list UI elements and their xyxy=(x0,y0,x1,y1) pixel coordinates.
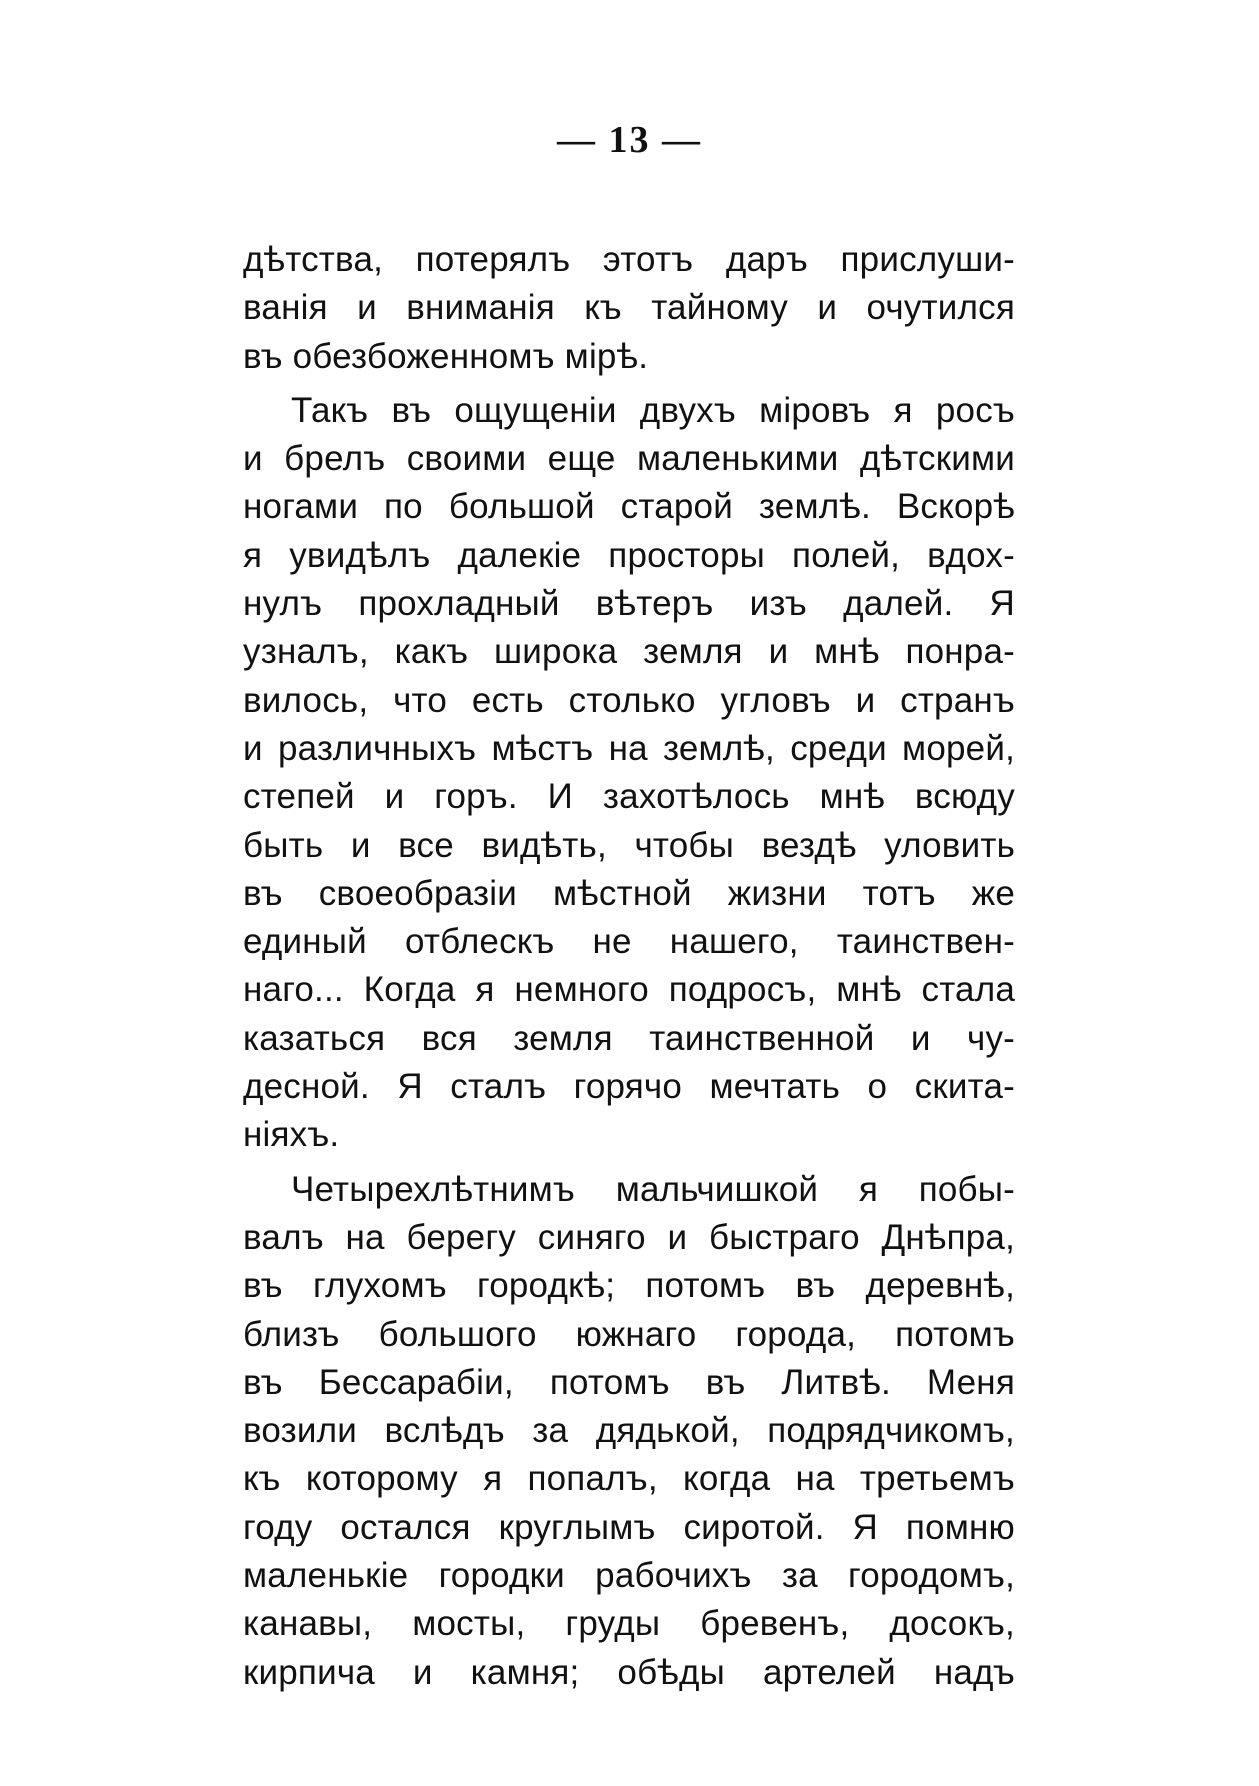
text-line: Четырехлѣтнимъ мальчишкой я побы- xyxy=(291,1169,1015,1209)
text-line: единый отблескъ не нашего, таинствен- xyxy=(243,922,1015,962)
text-line: въ Бессарабіи, потомъ въ Литвѣ. Меня xyxy=(243,1362,1015,1402)
text-line: валъ на берегу синяго и быстраго Днѣпра, xyxy=(243,1217,1015,1257)
text-line: въ своеобразіи мѣстной жизни тотъ же xyxy=(243,873,1015,913)
text-line: Такъ въ ощущеніи двухъ міровъ я росъ xyxy=(291,390,1015,430)
text-line: казаться вся земля таинственной и чу- xyxy=(243,1018,1015,1058)
text-line: возили вслѣдъ за дядькой, подрядчикомъ, xyxy=(243,1411,1015,1451)
body-text xyxy=(243,236,1015,1697)
text-line: кирпича и камня; обѣды артелей надъ xyxy=(243,1652,1015,1692)
text-line: десной. Я сталъ горячо мечтать о скита- xyxy=(243,1067,1015,1107)
text-line: дѣтства, потерялъ этотъ даръ прислуши- xyxy=(243,240,1015,279)
text-line: вилось, что есть столько угловъ и странъ xyxy=(243,680,1015,720)
text-line: году остался круглымъ сиротой. Я помню xyxy=(243,1507,1015,1547)
text-line: быть и все видѣть, чтобы вездѣ уловить xyxy=(243,825,1015,865)
page-number: — 13 — xyxy=(557,119,702,161)
text-line: ногами по большой старой землѣ. Вскорѣ xyxy=(243,487,1015,527)
paragraph xyxy=(243,1166,1015,1697)
text-line: степей и горъ. И захотѣлось мнѣ всюду xyxy=(243,777,1015,817)
text-line: маленькіе городки рабочихъ за городомъ, xyxy=(243,1556,1015,1596)
text-line: канавы, мосты, груды бревенъ, досокъ, xyxy=(243,1604,1015,1644)
text-line: и брелъ своими еще маленькими дѣтскими xyxy=(243,439,1015,479)
text-line: и различныхъ мѣстъ на землѣ, среди морей, xyxy=(243,728,1015,768)
text-line: ніяхъ. xyxy=(243,1115,340,1155)
text-line: ванія и вниманія къ тайному и очутился xyxy=(243,288,1015,328)
paragraph xyxy=(243,236,1015,381)
text-line: наго... Когда я немного подросъ, мнѣ стала xyxy=(243,970,1015,1010)
text-line: близъ большого южнаго города, потомъ xyxy=(243,1314,1015,1354)
text-line: узналъ, какъ широка земля и мнѣ понра- xyxy=(243,632,1015,672)
text-line: нулъ прохладный вѣтеръ изъ далей. Я xyxy=(243,584,1015,624)
text-line: въ глухомъ городкѣ; потомъ въ деревнѣ, xyxy=(243,1266,1015,1306)
text-line: къ которому я попалъ, когда на третьемъ xyxy=(243,1459,1015,1499)
text-line: я увидѣлъ далекіе просторы полей, вдох- xyxy=(243,535,1015,575)
paragraph xyxy=(243,387,1015,1160)
text-line: въ обезбоженномъ мірѣ. xyxy=(243,336,649,376)
